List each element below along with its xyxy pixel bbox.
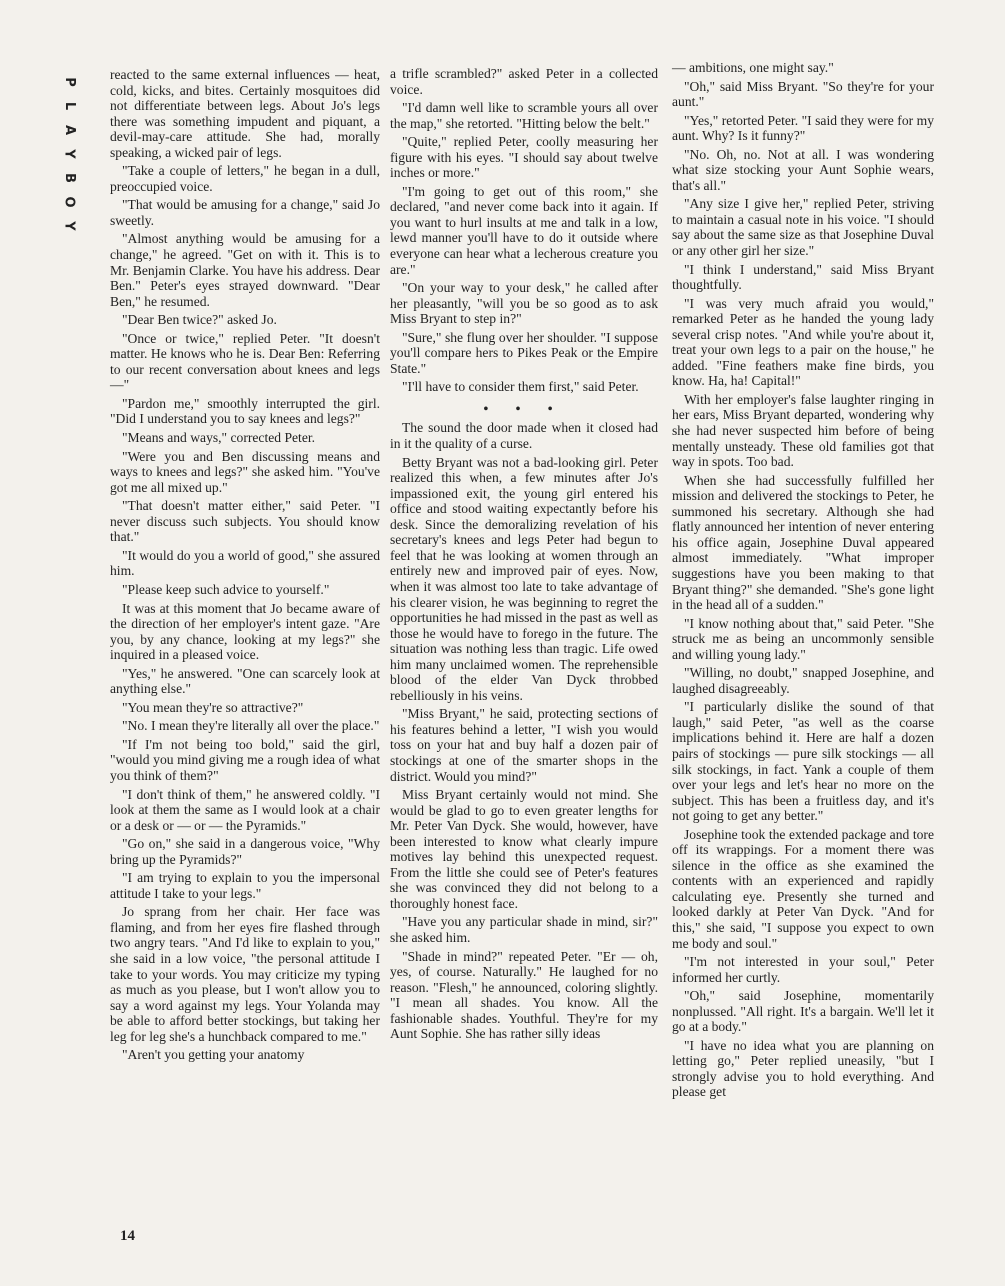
- paragraph: "Quite," replied Peter, coolly measuring her figure with his eyes. "I should say about twelve inches or more.": [390, 134, 658, 181]
- paragraph: Miss Bryant certainly would not mind. She would be glad to go to even greater lengths for Mr. Peter Van Dyck. She would, however, have been interested to know what clearly impure motives lay behind this unexpected request. From the little she could see of Peter's features she was convinced they did not belong to a thoroughly honest face.: [390, 787, 658, 911]
- paragraph: "Were you and Ben discussing means and ways to knees and legs?" she asked him. "You've got me all mixed up.": [110, 448, 380, 495]
- paragraph: "I think I understand," said Miss Bryant thoughtfully.: [672, 261, 934, 293]
- paragraph: "Pardon me," smoothly interrupted the girl. "Did I understand you to say knees and legs?": [110, 395, 380, 427]
- paragraph: "Any size I give her," replied Peter, striving to maintain a casual note in his voice. "I should say about the same size as that Josephine Duval or any other girl her size.": [672, 196, 934, 259]
- paragraph: "Almost anything would be amusing for a change," he agreed. "Get on with it. This is to Mr. Benjamin Clarke. You have his address. Dear Ben." Peter's eyes strayed downward. "Dear Ben," he resumed.: [110, 231, 380, 309]
- paragraph: "On your way to your desk," he called after her pleasantly, "will you be so good as to ask Miss Bryant to step in?": [390, 280, 658, 327]
- paragraph: "I have no idea what you are planning on letting go," Peter replied uneasily, "but I strongly advise you to hold everything. And please get: [672, 1037, 934, 1100]
- section-separator: • • •: [483, 400, 565, 416]
- paragraph: "Once or twice," replied Peter. "It doesn't matter. He knows who he is. Dear Ben: Referring to our recent conversation about knees and legs—": [110, 330, 380, 393]
- logo-letter: B: [61, 173, 77, 183]
- logo-letter: O: [62, 196, 77, 208]
- paragraph: a trifle scrambled?" asked Peter in a collected voice.: [390, 66, 658, 97]
- paragraph: — ambitions, one might say.": [672, 60, 834, 75]
- paragraph: "I know nothing about that," said Peter. "She struck me as being an uncommonly sensible and willing young lady.": [672, 615, 934, 662]
- paragraph: "Willing, no doubt," snapped Josephine, and laughed disagreeably.: [672, 665, 934, 696]
- logo-letter: A: [62, 124, 77, 136]
- paragraph: "That would be amusing for a change," said Jo sweetly.: [110, 197, 380, 228]
- paragraph: "I particularly dislike the sound of that laugh," said Peter, "as well as the coarse implications behind it. Here are half a dozen pairs of stockings — pure silk stockings — all silk stockings, in fact. Yank a couple of them over your legs and let's hear no more on the subject. This has been a fruitless day, and it's not going to get any better.": [672, 699, 934, 824]
- paragraph: "Sure," she flung over her shoulder. "I suppose you'll compare hers to Pikes Peak or the Empire State.": [390, 329, 658, 376]
- paragraph: Betty Bryant was not a bad-looking girl. Peter realized this when, a few minutes after Jo's impassioned exit, the young girl entered his office and stood waiting expectantly before his desk. Since the demoralizing revelation of his secretary's knees and legs Peter had begun to feel that he was looking at women through an entirely new and improved pair of eyes. Now, when it was almost too late to take advantage of his clearer vision, he was beginning to regret the opportunities he had missed in the past as well as those he would have to forego in the future. The situation was nothing less than tragic. Life owed him many unclaimed women. The reprehensible blood of the elder Van Dyck throbbed rebelliously in his veins.: [390, 454, 658, 703]
- paragraph: "Take a couple of letters," he began in a dull, preoccupied voice.: [110, 163, 380, 194]
- text-column-2: [390, 66, 658, 1045]
- text-column-3: [672, 60, 934, 1103]
- text-column-1: [110, 67, 380, 1066]
- paragraph: "Yes," retorted Peter. "I said they were for my aunt. Why? Is it funny?": [672, 112, 934, 144]
- paragraph: "Aren't you getting your anatomy: [122, 1047, 305, 1063]
- paragraph: Jo sprang from her chair. Her face was flaming, and from her eyes fire flashed through two angry tears. "And I'd like to explain to you," she said in a low voice, "the personal attitude I take to your words. You may criticize my typing as much as you please, but I won't allow you to say a word against my legs. Your Yolanda may be able to afford better stockings, but taking her leg for leg she's a hunchback compared to me.": [110, 904, 380, 1044]
- paragraph: With her employer's false laughter ringing in her ears, Miss Bryant departed, wondering why she had never suspected him before of being mentally unsteady. These old families got that way in spots. Too bad.: [672, 391, 934, 470]
- paragraph: The sound the door made when it closed had in it the quality of a curse.: [390, 420, 658, 452]
- paragraph: "Shade in mind?" repeated Peter. "Er — oh, yes, of course. Naturally." He laughed for no reason. "Flesh," he announced, coloring slightly. "I mean all shades. You know. All the fashionable shades. Youthful. They're for my Aunt Sophie. She has rather silly ideas: [390, 948, 658, 1042]
- page-number: 14: [120, 1228, 135, 1244]
- paragraph: "Means and ways," corrected Peter.: [122, 430, 316, 446]
- paragraph: "No. I mean they're literally all over the place.": [122, 718, 380, 734]
- magazine-sidebar-logo: [60, 75, 78, 233]
- paragraph: "Oh," said Josephine, momentarily nonplussed. "All right. It's a bargain. We'll let it go at a body.": [672, 988, 934, 1035]
- paragraph: "I don't think of them," he answered coldly. "I look at them the same as I would look at a chair or a desk or — or — the Pyramids.": [110, 786, 380, 833]
- paragraph: Josephine took the extended package and tore off its wrappings. For a moment there was silence in the office as she examined the contents with an experienced and rapidly calculating eye. Presently she turned and looked darkly at Peter Van Dyck. "And for this," she said, "I suppose you expect to own me body and soul.": [672, 826, 934, 951]
- paragraph: It was at this moment that Jo became aware of the direction of her employer's intent gaze. "Are you, by any chance, looking at my legs?" she inquired in a pleased voice.: [110, 600, 380, 663]
- paragraph: "That doesn't matter either," said Peter. "I never discuss such subjects. You should know that.": [110, 498, 380, 545]
- paragraph: "You mean they're so attractive?": [122, 699, 304, 715]
- paragraph: "Please keep such advice to yourself.": [122, 581, 330, 597]
- logo-letter: P: [62, 77, 77, 87]
- paragraph: "I'm going to get out of this room," she declared, "and never come back into it again. If you want to hurl insults at me and talk in a low, lewd manner you'll have to do it outside where everyone can hear what a lecherous creature you are.": [390, 183, 658, 277]
- paragraph: "I'd damn well like to scramble yours all over the map," she retorted. "Hitting below the belt.": [390, 100, 658, 131]
- paragraph: "Dear Ben twice?" asked Jo.: [122, 312, 277, 328]
- paragraph: "I am trying to explain to you the impersonal attitude I take to your legs.": [110, 870, 380, 901]
- paragraph: reacted to the same external influences — heat, cold, kicks, and bites. Certainly mosquitoes did not differentiate between legs. About Jo's legs there was something impudent and piquant, a devil-may-care attitude. She had, morally speaking, a wicked pair of legs.: [110, 67, 380, 160]
- paragraph: "It would do you a world of good," she assured him.: [110, 547, 380, 579]
- paragraph: "I'm not interested in your soul," Peter informed her curtly.: [672, 954, 934, 985]
- paragraph: "Go on," she said in a dangerous voice, "Why bring up the Pyramids?": [110, 836, 380, 867]
- paragraph: "Yes," he answered. "One can scarcely look at anything else.": [110, 665, 380, 697]
- logo-letter: Y: [61, 221, 77, 231]
- paragraph: When she had successfully fulfilled her mission and delivered the stockings to Peter, he summoned his secretary. Although she had flatly announced her intention of never entering his office again, Josephine Duval appeared almost immediately. "What improper suggestions have you been making to that Bryant thing?" she demanded. "She's gone light in the head all of a sudden.": [672, 472, 934, 613]
- paragraph: "Have you any particular shade in mind, sir?" she asked him.: [390, 914, 658, 945]
- paragraph: "Miss Bryant," he said, protecting sections of his features behind a letter, "I wish you would toss on your hat and buy half a dozen pair of stockings at one of the smarter shops in the district. Would you mind?": [390, 706, 658, 784]
- paragraph: "No. Oh, no. Not at all. I was wondering what size stocking your Aunt Sophie wears, that's all.": [672, 146, 934, 193]
- paragraph: "I'll have to consider them first," said Peter.: [402, 379, 639, 395]
- logo-letter: Y: [61, 149, 77, 159]
- paragraph: "Oh," said Miss Bryant. "So they're for your aunt.": [672, 78, 934, 110]
- paragraph: "I was very much afraid you would," remarked Peter as he handed the young lady several crisp notes. "And while you're about it, treat your own legs to a pair on the house," he added. "Fine feathers make fine birds, you know. Ha, ha! Capital!": [672, 295, 934, 389]
- logo-letter: L: [61, 101, 77, 111]
- paragraph: "If I'm not being too bold," said the girl, "would you mind giving me a rough idea of what you think of them?": [110, 736, 380, 783]
